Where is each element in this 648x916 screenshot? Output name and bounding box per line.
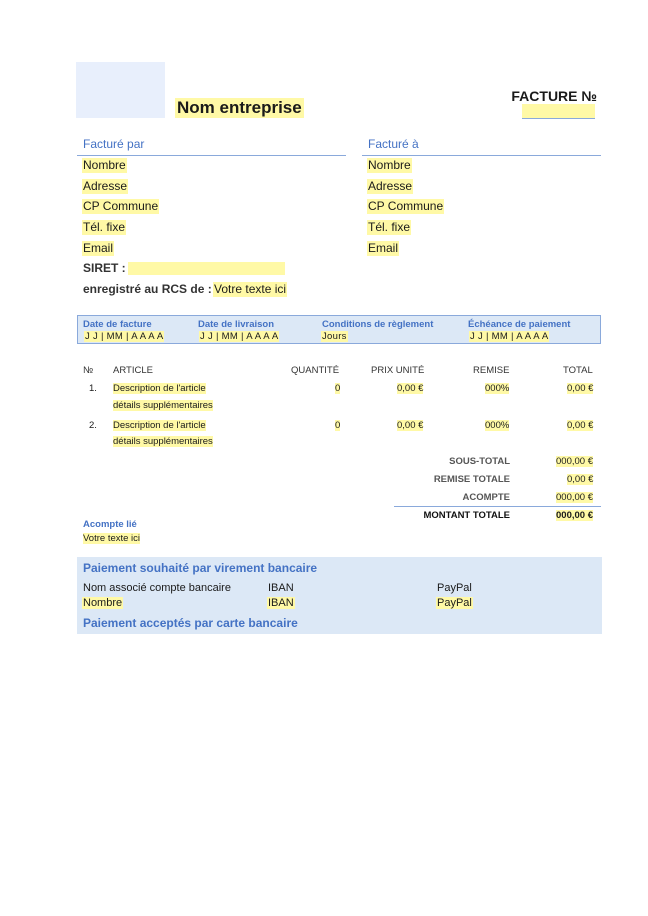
total-discount-label: REMISE TOTALE	[433, 474, 510, 485]
paypal-label: PayPal	[437, 582, 472, 594]
billed-to-name[interactable]: Nombre	[368, 158, 411, 172]
billed-to-title: Facturé à	[368, 137, 419, 151]
col-header-total: TOTAL	[563, 365, 593, 376]
linked-deposit-value[interactable]: Votre texte ici	[83, 533, 141, 544]
row-2-discount[interactable]: 000%	[485, 420, 510, 431]
paypal-value[interactable]: PayPal	[437, 597, 472, 609]
row-2-num: 2.	[89, 420, 97, 431]
row-1-quantity[interactable]: 0	[335, 383, 341, 394]
payment-terms-label: Conditions de règlement	[322, 319, 434, 330]
row-2-details[interactable]: détails supplémentaires	[113, 436, 213, 447]
siret-field[interactable]	[128, 262, 285, 275]
invoice-date-label: Date de facture	[83, 319, 152, 330]
row-1-details[interactable]: détails supplémentaires	[113, 400, 213, 411]
billed-to-phone[interactable]: Tél. fixe	[368, 220, 411, 234]
billed-to-email[interactable]: Email	[368, 241, 399, 255]
total-divider	[394, 506, 601, 507]
rcs-value[interactable]: Votre texte ici	[214, 282, 287, 296]
invoice-number-field[interactable]	[522, 104, 595, 119]
billed-by-title: Facturé par	[83, 137, 145, 151]
due-date-value[interactable]: J J | MM | A A A A	[470, 331, 549, 342]
logo-placeholder[interactable]	[76, 62, 165, 118]
bank-transfer-title: Paiement souhaité par virement bancaire	[83, 561, 318, 575]
col-header-article: ARTICLE	[113, 365, 153, 376]
row-1-num: 1.	[89, 383, 97, 394]
grand-total-label: MONTANT TOTALE	[423, 510, 510, 521]
row-2-unit-price[interactable]: 0,00 €	[397, 420, 424, 431]
row-2-description[interactable]: Description de l'article	[113, 420, 206, 431]
account-name-value[interactable]: Nombre	[83, 597, 123, 609]
due-date-label: Échéance de paiement	[468, 319, 571, 330]
billed-to-postcode-city[interactable]: CP Commune	[368, 199, 444, 213]
deposit-value[interactable]: 000,00 €	[556, 492, 593, 503]
invoice-date-value[interactable]: J J | MM | A A A A	[85, 331, 164, 342]
payment-section	[77, 557, 602, 634]
row-1-description[interactable]: Description de l'article	[113, 383, 206, 394]
iban-value[interactable]: IBAN	[268, 597, 294, 609]
row-1-total: 0,00 €	[567, 383, 594, 394]
linked-deposit-label: Acompte lié	[83, 519, 137, 530]
dates-bar	[77, 315, 601, 344]
row-1-discount[interactable]: 000%	[485, 383, 510, 394]
account-name-label: Nom associé compte bancaire	[83, 582, 231, 594]
iban-label: IBAN	[268, 582, 294, 594]
payment-terms-value[interactable]: Jours	[322, 331, 347, 342]
billed-by-address[interactable]: Adresse	[83, 179, 128, 193]
subtotal-value: 000,00 €	[556, 456, 593, 467]
billed-by-email[interactable]: Email	[83, 241, 114, 255]
total-discount-value: 0,00 €	[567, 474, 594, 485]
billed-by-divider	[77, 155, 346, 156]
subtotal-label: SOUS-TOTAL	[449, 456, 510, 467]
billed-by-postcode-city[interactable]: CP Commune	[83, 199, 159, 213]
deposit-label: ACOMPTE	[462, 492, 510, 503]
billed-to-address[interactable]: Adresse	[368, 179, 413, 193]
col-header-discount: REMISE	[473, 365, 510, 376]
invoice-title: FACTURE №	[511, 88, 597, 104]
row-1-unit-price[interactable]: 0,00 €	[397, 383, 424, 394]
billed-to-divider	[362, 155, 601, 156]
row-2-quantity[interactable]: 0	[335, 420, 341, 431]
delivery-date-label: Date de livraison	[198, 319, 275, 330]
row-2-total: 0,00 €	[567, 420, 594, 431]
col-header-num: №	[83, 365, 94, 376]
col-header-unit-price: PRIX UNITÉ	[371, 365, 425, 376]
card-payment-title: Paiement acceptés par carte bancaire	[83, 616, 298, 630]
rcs-label: enregistré au RCS de :	[83, 282, 212, 296]
billed-by-name[interactable]: Nombre	[83, 158, 126, 172]
grand-total-value: 000,00 €	[556, 510, 593, 521]
billed-by-phone[interactable]: Tél. fixe	[83, 220, 126, 234]
delivery-date-value[interactable]: J J | MM | A A A A	[200, 331, 279, 342]
company-name[interactable]: Nom entreprise	[177, 98, 302, 117]
col-header-quantity: QUANTITÉ	[291, 365, 340, 376]
siret-label: SIRET :	[83, 261, 126, 275]
